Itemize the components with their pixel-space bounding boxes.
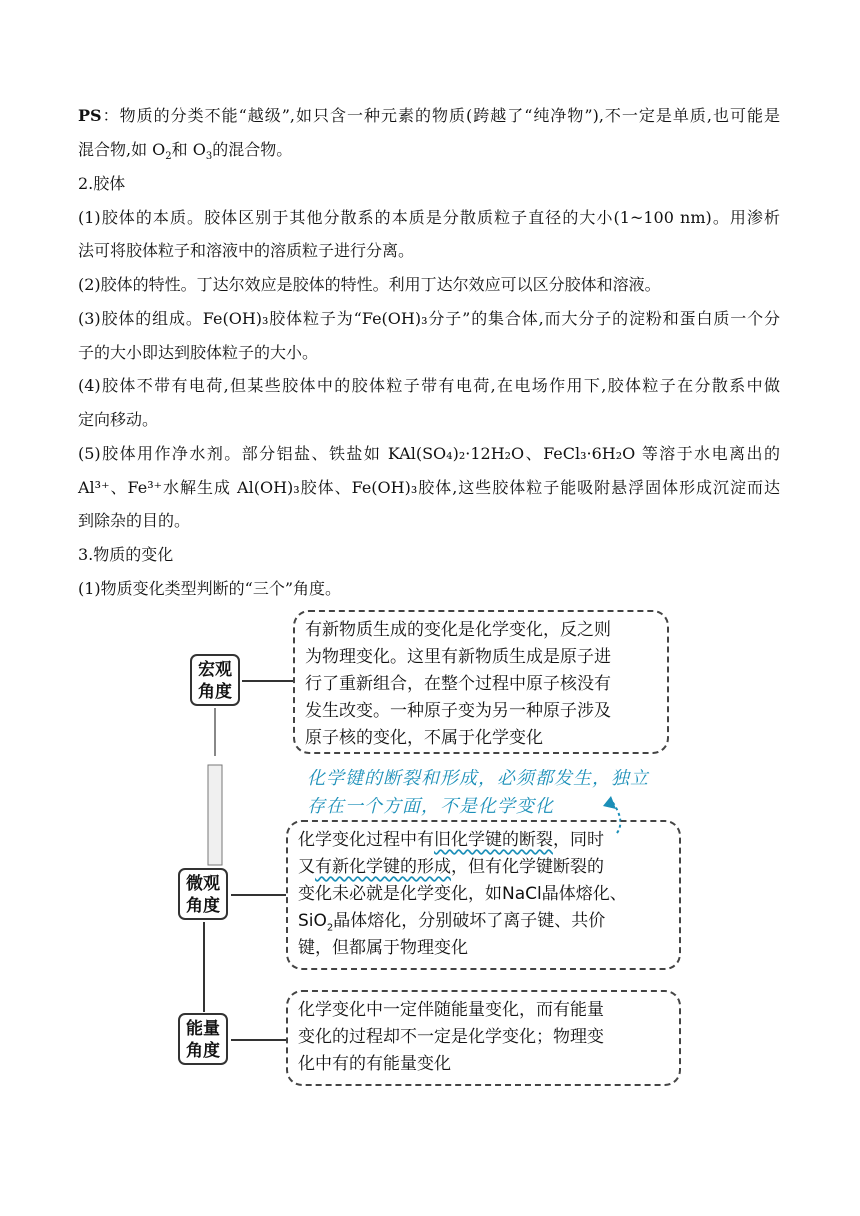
handwritten-note-line-2: 存在一个方面，不是化学变化: [307, 796, 554, 817]
macro-tag-line-2: 角度: [198, 682, 232, 702]
colloid-p5-line-3: 到除杂的目的。: [78, 511, 191, 530]
energy-tag: [178, 1013, 228, 1065]
micro-tag-stem: [208, 765, 222, 865]
colloid-p2: (2)胶体的特性。丁达尔效应是胶体的特性。利用丁达尔效应可以区分胶体和溶液。: [78, 275, 661, 294]
energy-text-line: 变化的过程却不一定是化学变化；物理变: [298, 1027, 604, 1047]
energy-box: [286, 990, 681, 1086]
macro-tag-line-1: 宏观: [198, 660, 232, 680]
micro-text-line-5: 键，但都属于物理变化: [298, 938, 468, 958]
ps-label: PS: [78, 106, 102, 125]
macro-text-line: 有新物质生成的变化是化学变化，反之则: [305, 620, 611, 640]
micro-text-line-1: [298, 827, 669, 854]
micro-tag-line-1: 微观: [186, 874, 220, 894]
micro-text-2a: 又: [298, 857, 315, 877]
micro-sub-2: 2: [326, 922, 334, 934]
colloid-p1-line-2: 法可将胶体粒子和溶液中的溶质粒子进行分离。: [78, 241, 415, 260]
change-heading: 3.物质的变化: [78, 545, 174, 564]
colloid-p1-line-1: (1)胶体的本质。胶体区别于其他分散系的本质是分散质粒子直径的大小(1~100 nm)。用渗析: [78, 208, 780, 227]
micro-box: [286, 820, 681, 970]
micro-highlight-form: 有新化学键的形成: [315, 857, 451, 877]
ps-sub-3: 3: [205, 151, 213, 163]
macro-text-line: 发生改变。一种原子变为另一种原子涉及: [305, 701, 611, 721]
ps-text-1: ：物质的分类不能“越级”,如只含一种元素的物质(跨越了“纯净物”),不一定是单质,也可能是: [101, 106, 780, 125]
colloid-heading: 2.胶体: [78, 174, 126, 193]
micro-text-line-4: [298, 908, 669, 935]
energy-tag-line-2: 角度: [186, 1041, 220, 1061]
ps-sub-2: 2: [165, 151, 172, 163]
macro-text-line: 行了重新组合，在整个过程中原子核没有: [305, 674, 611, 694]
micro-text-4a: SiO: [298, 911, 327, 931]
micro-tag: [178, 868, 228, 920]
micro-text-1c: ，同时: [553, 830, 604, 850]
ps-text-2b: 和 O: [171, 140, 206, 159]
colloid-p5-line-1: (5)胶体用作净水剂。部分铝盐、铁盐如 KAl(SO₄)₂·12H₂O、FeCl₃·6H₂O 等溶于水电离出的: [78, 444, 780, 463]
micro-text-line-2: [298, 854, 669, 881]
macro-text-line: 原子核的变化，不属于化学变化: [305, 728, 543, 748]
micro-text-1a: 化学变化过程中有: [298, 830, 434, 850]
energy-text-line: 化中有的有能量变化: [298, 1054, 451, 1074]
colloid-p4-line-2: 定向移动。: [78, 410, 159, 429]
energy-tag-line-1: 能量: [186, 1019, 220, 1039]
ps-text-2c: 的混合物。: [212, 140, 293, 159]
macro-box: [293, 610, 669, 754]
micro-tag-line-2: 角度: [186, 896, 220, 916]
energy-text-line: 化学变化中一定伴随能量变化，而有能量: [298, 1000, 604, 1020]
colloid-p3-line-2: 子的大小即达到胶体粒子的大小。: [78, 343, 319, 362]
macro-tag: [190, 654, 240, 706]
colloid-p5-line-2: Al³⁺、Fe³⁺水解生成 Al(OH)₃胶体、Fe(OH)₃胶体,这些胶体粒子能吸附悬浮固体形成沉淀而达: [78, 478, 780, 497]
colloid-p3-line-1: (3)胶体的组成。Fe(OH)₃胶体粒子为“Fe(OH)₃分子”的集合体,而大分子的淀粉和蛋白质一个分: [78, 309, 780, 328]
colloid-p4-line-1: (4)胶体不带有电荷,但某些胶体中的胶体粒子带有电荷,在电场作用下,胶体粒子在分散系中做: [78, 376, 780, 395]
change-subheading: (1)物质变化类型判断的“三个”角度。: [78, 579, 342, 598]
micro-highlight-break: 旧化学键的断裂: [434, 830, 553, 850]
ps-text-2a: 混合物,如 O: [78, 140, 166, 159]
macro-text-line: 为物理变化。这里有新物质生成是原子进: [305, 647, 611, 667]
micro-text-4b: 晶体熔化，分别破坏了离子键、共价: [333, 911, 606, 931]
micro-text-2c: ，但有化学键断裂的: [451, 857, 604, 877]
handwritten-note-line-1: 化学键的断裂和形成，必须都发生，独立: [307, 768, 649, 789]
micro-text-line-3: 变化未必就是化学变化，如NaCl晶体熔化、: [298, 884, 627, 904]
note-arrow-head: [603, 796, 616, 809]
